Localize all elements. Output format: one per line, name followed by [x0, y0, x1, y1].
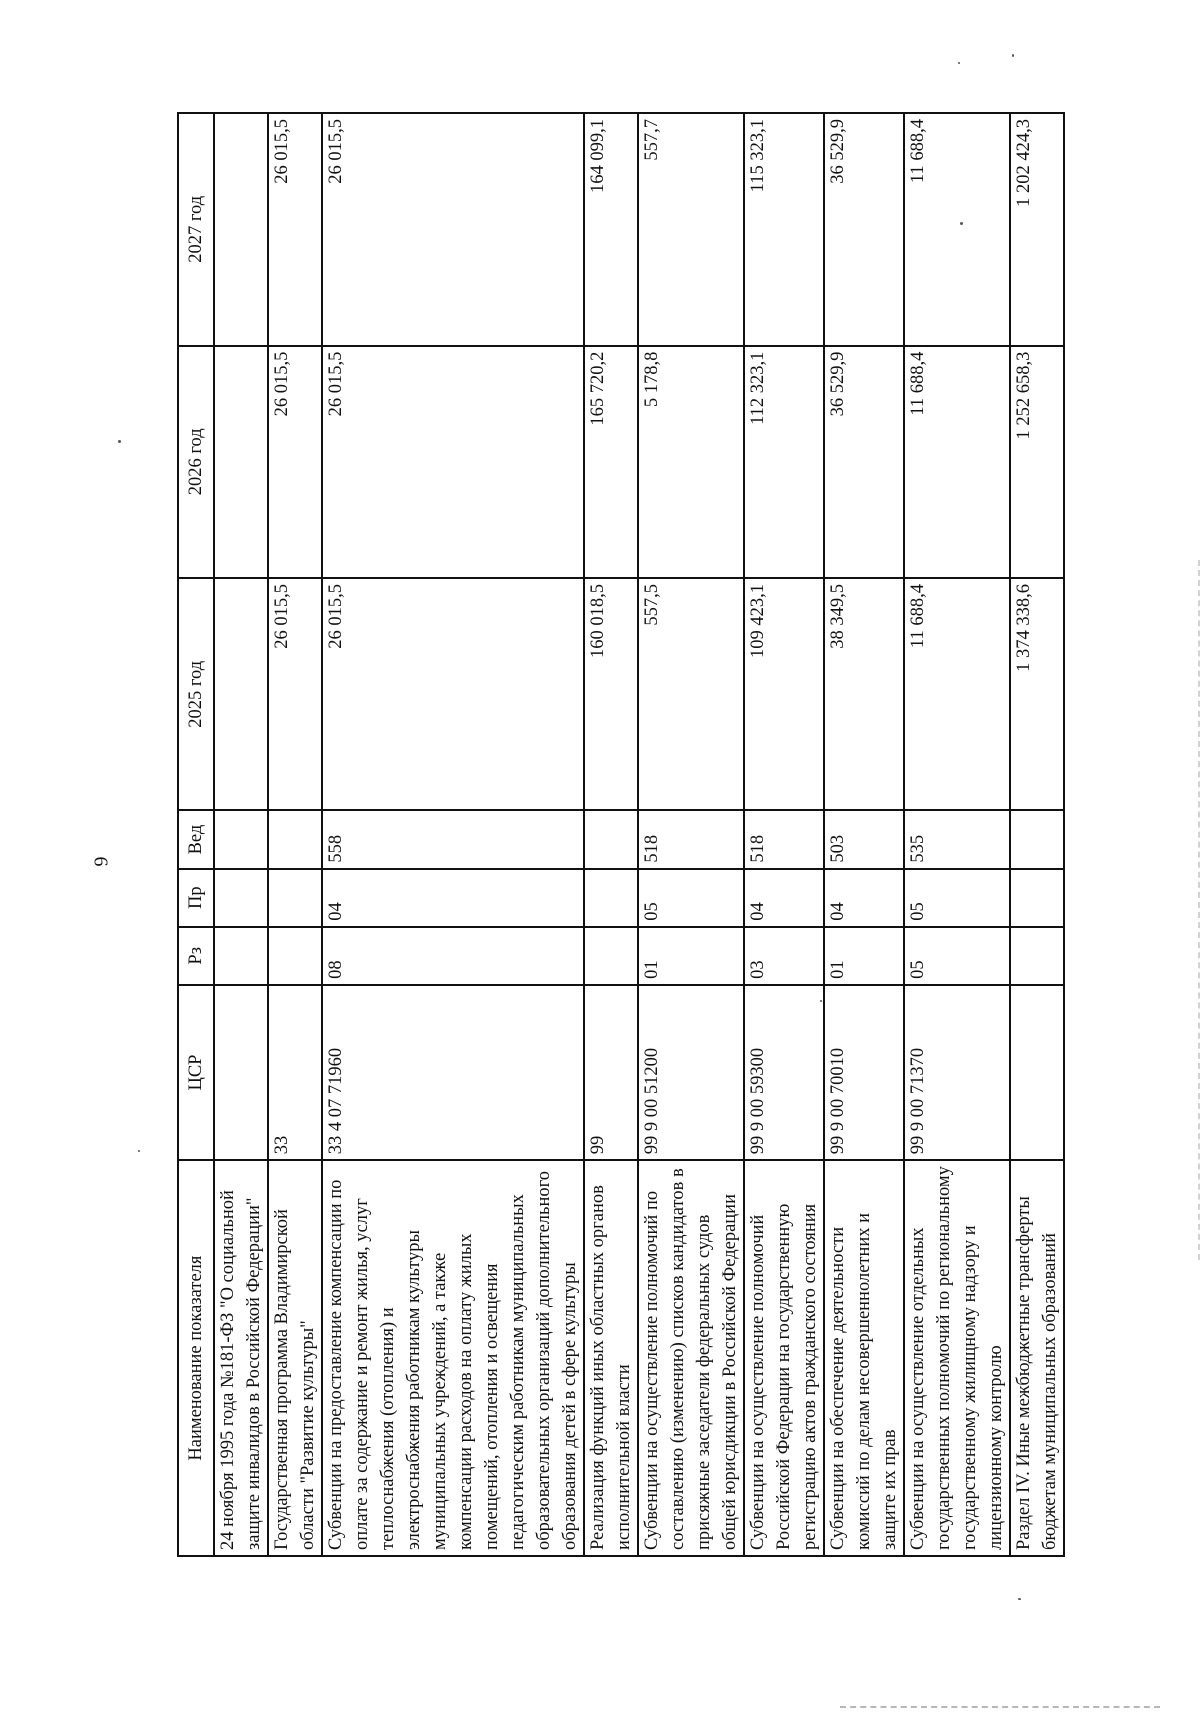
cell-name: Субвенции на предоставление компенсации по оплате за содержание и ремонт жилья, услуг теплоснабжения (отопления) и электроснабжения работникам культуры муниципальных учреждений, а также компенсации расходов на оплату жилых помещений, отопления и освещения педагогическим работникам муниципальных образовательных организаций дополнительного образования детей в сфере культуры	[322, 1160, 584, 1556]
cell-ved: 535	[904, 811, 1010, 869]
cell-name: Субвенции на осуществление полномочий по составлению (изменению) списков кандидатов в присяжные заседатели федеральных судов общей юрисдикции в Российской Федерации	[638, 1160, 744, 1556]
table-row-program	[268, 113, 322, 1556]
header-name: Наименование показателя	[178, 1160, 214, 1556]
cell-2027: 557,7	[638, 113, 744, 346]
cell-ved	[214, 811, 268, 869]
cell-pr: 04	[744, 869, 824, 927]
table-row-section	[1010, 113, 1064, 1556]
cell-csr	[214, 985, 268, 1160]
cell-ved: 558	[322, 811, 584, 869]
cell-csr: 99 9 00 71370	[904, 985, 1010, 1160]
cell-rz	[584, 927, 638, 985]
cell-pr	[214, 869, 268, 927]
cell-rz	[214, 927, 268, 985]
cell-2026: 165 720,2	[584, 346, 638, 578]
cell-pr	[1010, 869, 1064, 927]
page-number: 6	[89, 856, 112, 867]
table-wrap	[177, 112, 1097, 1557]
cell-rz: 08	[322, 927, 584, 985]
cell-ved	[268, 811, 322, 869]
cell-ved: 518	[744, 811, 824, 869]
rotated-table-area	[177, 112, 1097, 1557]
cell-2027: 1 202 424,3	[1010, 113, 1064, 346]
cell-name: Государственная программа Владимирской области "Развитие культуры"	[268, 1160, 322, 1556]
cell-ved	[584, 811, 638, 869]
cell-pr: 05	[904, 869, 1010, 927]
cell-csr: 33 4 07 71960	[322, 985, 584, 1160]
cell-2027: 26 015,5	[268, 113, 322, 346]
cell-pr: 04	[824, 869, 904, 927]
header-pr: Пр	[178, 869, 214, 927]
cell-pr	[268, 869, 322, 927]
cell-2027: 164 099,1	[584, 113, 638, 346]
cell-csr: 99 9 00 51200	[638, 985, 744, 1160]
cell-2025: 38 349,5	[824, 578, 904, 810]
cell-2025: 11 688,4	[904, 578, 1010, 810]
table-row	[744, 113, 824, 1556]
cell-pr	[584, 869, 638, 927]
cell-2027	[214, 113, 268, 346]
cell-ved: 503	[824, 811, 904, 869]
cell-2026	[214, 346, 268, 578]
cell-2025	[214, 578, 268, 810]
cell-rz: 01	[638, 927, 744, 985]
header-rz: Рз	[178, 927, 214, 985]
cell-2026: 5 178,8	[638, 346, 744, 578]
cell-2025: 109 423,1	[744, 578, 824, 810]
cell-2027: 115 323,1	[744, 113, 824, 346]
cell-name: Реализация функций иных областных органов исполнительной власти	[584, 1160, 638, 1556]
cell-name: Субвенции на обеспечение деятельности комиссий по делам несовершеннолетних и защите их прав	[824, 1160, 904, 1556]
cell-2025: 26 015,5	[322, 578, 584, 810]
cell-2027: 36 529,9	[824, 113, 904, 346]
scan-edge-artifact	[1196, 560, 1200, 1260]
table-header-row	[178, 113, 214, 1556]
cell-name: Субвенции на осуществление полномочий Российской Федерации на государственную регистрацию актов гражданского состояния	[744, 1160, 824, 1556]
header-2025: 2025 год	[178, 578, 214, 810]
table-row	[824, 113, 904, 1556]
cell-2027: 11 688,4	[904, 113, 1010, 346]
cell-ved	[1010, 811, 1064, 869]
table-row	[214, 113, 268, 1556]
cell-csr: 33	[268, 985, 322, 1160]
budget-table	[177, 112, 1065, 1557]
cell-2027: 26 015,5	[322, 113, 584, 346]
cell-rz	[268, 927, 322, 985]
cell-2026: 26 015,5	[268, 346, 322, 578]
cell-csr: 99 9 00 59300	[744, 985, 824, 1160]
cell-2026: 1 252 658,3	[1010, 346, 1064, 578]
header-csr: ЦСР	[178, 985, 214, 1160]
table-row	[904, 113, 1010, 1556]
cell-csr: 99	[584, 985, 638, 1160]
cell-2026: 11 688,4	[904, 346, 1010, 578]
table-row	[638, 113, 744, 1556]
scan-bottom-artifact	[840, 1706, 1160, 1711]
cell-ved: 518	[638, 811, 744, 869]
cell-2025: 1 374 338,6	[1010, 578, 1064, 810]
cell-pr: 04	[322, 869, 584, 927]
cell-2026: 26 015,5	[322, 346, 584, 578]
cell-pr: 05	[638, 869, 744, 927]
table-row-program	[584, 113, 638, 1556]
cell-2025: 160 018,5	[584, 578, 638, 810]
header-ved: Вед	[178, 811, 214, 869]
header-2026: 2026 год	[178, 346, 214, 578]
cell-name: 24 ноября 1995 года №181-ФЗ "О социальной защите инвалидов в Российской Федерации"	[214, 1160, 268, 1556]
cell-name: Раздел IV. Иные межбюджетные трансферты бюджетам муниципальных образований	[1010, 1160, 1064, 1556]
cell-rz: 01	[824, 927, 904, 985]
cell-name: Субвенции на осуществление отдельных государственных полномочий по региональному государственному жилищному надзору и лицензионному контролю	[904, 1160, 1010, 1556]
cell-2026: 36 529,9	[824, 346, 904, 578]
header-2027: 2027 год	[178, 113, 214, 346]
cell-2025: 26 015,5	[268, 578, 322, 810]
table-row	[322, 113, 584, 1556]
cell-csr: 99 9 00 70010	[824, 985, 904, 1160]
cell-2025: 557,5	[638, 578, 744, 810]
cell-rz: 05	[904, 927, 1010, 985]
cell-2026: 112 323,1	[744, 346, 824, 578]
cell-rz	[1010, 927, 1064, 985]
cell-rz: 03	[744, 927, 824, 985]
cell-csr	[1010, 985, 1064, 1160]
